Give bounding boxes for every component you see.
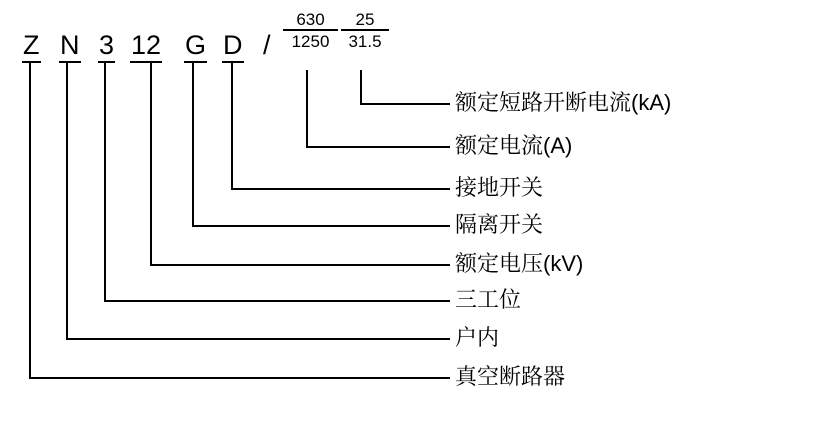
callout-label-vacuum-circuit-breaker: 真空断路器	[455, 364, 566, 389]
code-char-g-text: G	[184, 32, 207, 63]
code-char-12-text: 12	[130, 32, 162, 63]
code-char-12	[130, 32, 162, 63]
leader-rated-breaking-current-vertical	[360, 70, 362, 103]
fraction-rated-current-numerator: 630	[296, 10, 325, 29]
code-separator-slash: /	[263, 30, 271, 60]
leader-rated-voltage-horizontal	[150, 264, 450, 266]
fraction-breaking-current	[341, 10, 389, 51]
fraction-breaking-current-denominator: 31.5	[341, 29, 389, 51]
fraction-rated-current-denominator: 1250	[283, 29, 338, 51]
fraction-rated-current	[283, 10, 338, 51]
code-char-g	[184, 32, 207, 63]
code-char-n-text: N	[59, 32, 81, 63]
leader-isolating-switch-horizontal	[192, 225, 450, 227]
leader-rated-voltage-vertical	[150, 62, 152, 264]
code-char-3	[98, 32, 115, 63]
callout-label-rated-breaking-current: 额定短路开断电流(kA)	[455, 90, 672, 115]
leader-three-position-horizontal	[104, 300, 450, 302]
code-char-n	[59, 32, 81, 63]
leader-rated-current-vertical	[306, 70, 308, 146]
callout-label-earthing-switch: 接地开关	[455, 175, 544, 200]
leader-vacuum-circuit-breaker-horizontal	[29, 377, 450, 379]
callout-label-rated-current: 额定电流(A)	[455, 133, 573, 158]
callout-label-isolating-switch: 隔离开关	[455, 212, 544, 237]
code-char-d	[222, 32, 244, 63]
leader-rated-breaking-current-horizontal	[360, 103, 450, 105]
leader-three-position-vertical	[104, 62, 106, 300]
callout-label-rated-voltage: 额定电压(kV)	[455, 251, 584, 276]
code-char-z-text: Z	[22, 32, 41, 63]
leader-earthing-switch-vertical	[231, 62, 233, 188]
callout-label-three-position: 三工位	[455, 287, 522, 312]
code-char-z	[22, 32, 41, 63]
fraction-breaking-current-numerator: 25	[355, 10, 375, 29]
leader-earthing-switch-horizontal	[231, 188, 450, 190]
leader-indoor-horizontal	[66, 338, 450, 340]
code-char-d-text: D	[222, 32, 244, 63]
code-char-3-text: 3	[98, 32, 115, 63]
callout-label-indoor: 户内	[455, 325, 500, 350]
leader-vacuum-circuit-breaker-vertical	[29, 62, 31, 377]
leader-isolating-switch-vertical	[192, 62, 194, 225]
leader-rated-current-horizontal	[306, 146, 450, 148]
leader-indoor-vertical	[66, 62, 68, 338]
